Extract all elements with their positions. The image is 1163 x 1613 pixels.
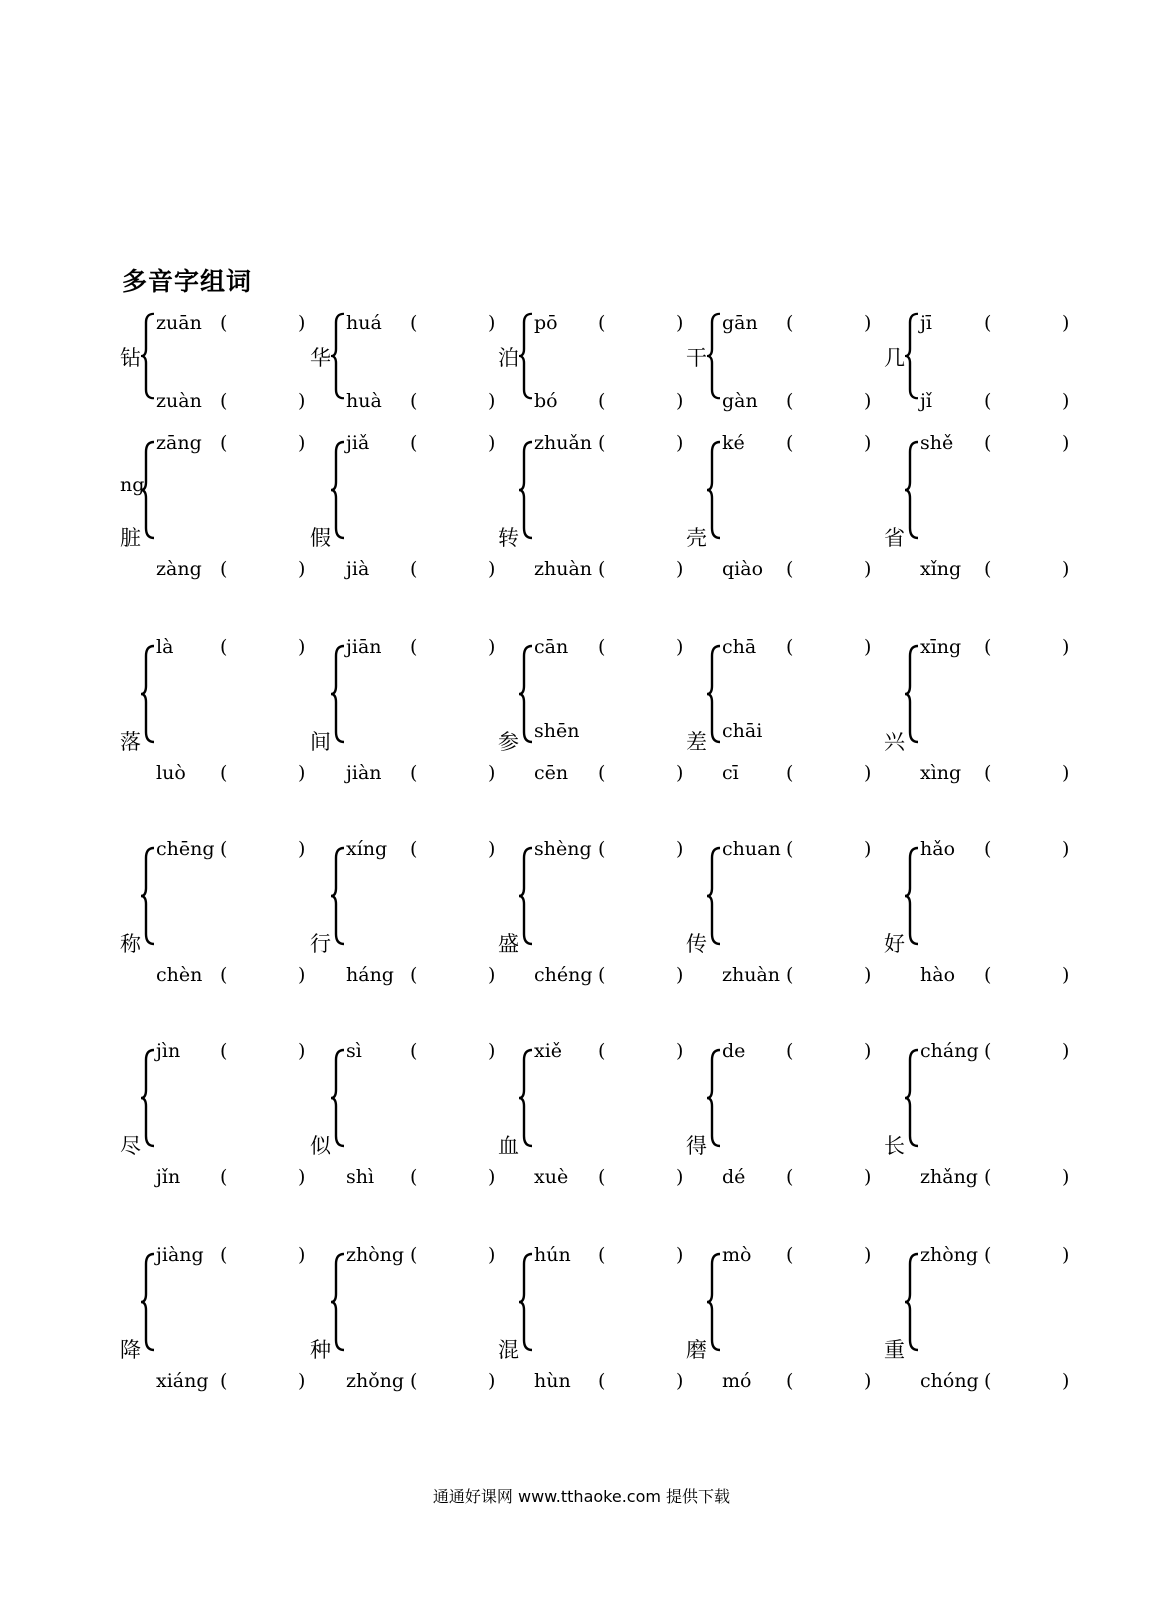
answer-blank-close: ) — [488, 1166, 496, 1188]
answer-blank-open: ( — [598, 390, 606, 412]
answer-blank-open: ( — [598, 1040, 606, 1062]
brace-icon — [518, 440, 534, 540]
hanzi-char: 华 — [310, 346, 331, 370]
pinyin-reading-1: zhuǎn — [534, 432, 593, 454]
pinyin-reading-1: sì — [346, 1040, 362, 1062]
brace-icon — [518, 1048, 534, 1148]
hanzi-char: 似 — [310, 1134, 331, 1158]
polyphone-entry — [686, 1244, 876, 1449]
hanzi-char: 好 — [884, 932, 905, 956]
brace-icon — [706, 440, 722, 540]
pinyin-reading-1: là — [156, 636, 174, 658]
answer-blank-open: ( — [598, 762, 606, 784]
pinyin-reading-2: shì — [346, 1166, 375, 1188]
pinyin-reading-2: jià — [346, 558, 370, 580]
answer-blank-close: ) — [488, 1040, 496, 1062]
hanzi-char: 降 — [120, 1338, 141, 1362]
polyphone-entry — [310, 838, 500, 1043]
polyphone-entry — [120, 636, 310, 841]
pinyin-reading-1: hǎo — [920, 838, 956, 860]
answer-blank-open: ( — [598, 964, 606, 986]
pinyin-reading-mid: shēn — [534, 720, 580, 742]
pinyin-reading-2: jǐ — [920, 390, 932, 412]
brace-icon — [904, 1048, 920, 1148]
hanzi-char: 参 — [498, 730, 519, 754]
pinyin-reading-2: zhuàn — [722, 964, 781, 986]
answer-blank-open: ( — [984, 558, 992, 580]
answer-blank-open: ( — [410, 1166, 418, 1188]
brace-icon — [706, 312, 722, 400]
answer-blank-close: ) — [298, 1244, 306, 1266]
polyphone-entry — [884, 432, 1074, 637]
polyphone-entry — [884, 838, 1074, 1043]
pinyin-reading-mid: chāi — [722, 720, 763, 742]
pinyin-reading-2: zuàn — [156, 390, 202, 412]
answer-blank-close: ) — [676, 558, 684, 580]
answer-blank-close: ) — [864, 1166, 872, 1188]
brace-icon — [706, 846, 722, 946]
answer-blank-open: ( — [410, 964, 418, 986]
answer-blank-open: ( — [786, 1370, 794, 1392]
answer-blank-close: ) — [298, 1166, 306, 1188]
answer-blank-open: ( — [984, 636, 992, 658]
hanzi-char: 假 — [310, 526, 331, 550]
answer-blank-close: ) — [488, 390, 496, 412]
brace-icon — [904, 312, 920, 400]
pinyin-fragment: ng — [120, 474, 145, 496]
hanzi-char: 省 — [884, 526, 905, 550]
answer-blank-open: ( — [984, 1166, 992, 1188]
brace-icon — [904, 846, 920, 946]
pinyin-reading-2: jǐn — [156, 1166, 181, 1188]
pinyin-reading-1: chēng — [156, 838, 215, 860]
answer-blank-open: ( — [786, 558, 794, 580]
answer-blank-open: ( — [786, 964, 794, 986]
answer-blank-close: ) — [1062, 1040, 1070, 1062]
pinyin-reading-2: chéng — [534, 964, 593, 986]
pinyin-reading-2: chèn — [156, 964, 203, 986]
answer-blank-open: ( — [984, 1040, 992, 1062]
polyphone-entry — [686, 1040, 876, 1245]
polyphone-entry — [310, 1040, 500, 1245]
answer-blank-close: ) — [1062, 558, 1070, 580]
brace-icon — [518, 1252, 534, 1352]
answer-blank-open: ( — [598, 1244, 606, 1266]
pinyin-reading-2: chóng — [920, 1370, 979, 1392]
answer-blank-open: ( — [984, 1370, 992, 1392]
hanzi-char: 盛 — [498, 932, 519, 956]
answer-blank-close: ) — [1062, 964, 1070, 986]
pinyin-reading-2: gàn — [722, 390, 758, 412]
hanzi-char: 得 — [686, 1134, 707, 1158]
pinyin-reading-1: pō — [534, 312, 558, 334]
answer-blank-close: ) — [676, 964, 684, 986]
answer-blank-open: ( — [786, 1166, 794, 1188]
hanzi-char: 壳 — [686, 526, 707, 550]
brace-icon — [706, 1048, 722, 1148]
hanzi-char: 钻 — [120, 346, 141, 370]
answer-blank-open: ( — [410, 1370, 418, 1392]
answer-blank-open: ( — [598, 432, 606, 454]
answer-blank-close: ) — [488, 1370, 496, 1392]
answer-blank-open: ( — [786, 1040, 794, 1062]
pinyin-reading-2: hùn — [534, 1370, 571, 1392]
answer-blank-open: ( — [598, 1166, 606, 1188]
brace-icon — [518, 312, 534, 400]
polyphone-entry — [310, 636, 500, 841]
pinyin-reading-1: cháng — [920, 1040, 979, 1062]
answer-blank-close: ) — [298, 432, 306, 454]
answer-blank-close: ) — [1062, 636, 1070, 658]
answer-blank-open: ( — [984, 964, 992, 986]
hanzi-char: 泊 — [498, 346, 519, 370]
pinyin-reading-1: cān — [534, 636, 569, 658]
polyphone-entry — [310, 432, 500, 637]
pinyin-reading-2: qiào — [722, 558, 764, 580]
pinyin-reading-1: mò — [722, 1244, 752, 1266]
pinyin-reading-1: xíng — [346, 838, 388, 860]
pinyin-reading-1: ké — [722, 432, 745, 454]
answer-blank-close: ) — [864, 390, 872, 412]
answer-blank-close: ) — [488, 964, 496, 986]
answer-blank-open: ( — [220, 390, 228, 412]
brace-icon — [518, 644, 534, 744]
answer-blank-open: ( — [786, 390, 794, 412]
pinyin-reading-1: zuān — [156, 312, 202, 334]
pinyin-reading-2: hào — [920, 964, 956, 986]
answer-blank-close: ) — [488, 838, 496, 860]
hanzi-char: 混 — [498, 1338, 519, 1362]
answer-blank-close: ) — [864, 1244, 872, 1266]
answer-blank-open: ( — [984, 390, 992, 412]
pinyin-reading-1: huá — [346, 312, 382, 334]
answer-blank-open: ( — [220, 1244, 228, 1266]
brace-icon — [140, 846, 156, 946]
pinyin-reading-2: cēn — [534, 762, 569, 784]
answer-blank-open: ( — [598, 312, 606, 334]
polyphone-entry — [120, 1244, 310, 1449]
brace-icon — [330, 440, 346, 540]
answer-blank-open: ( — [220, 1370, 228, 1392]
hanzi-char: 干 — [686, 346, 707, 370]
hanzi-char: 落 — [120, 730, 141, 754]
pinyin-reading-1: jiān — [346, 636, 382, 658]
answer-blank-close: ) — [298, 1040, 306, 1062]
answer-blank-close: ) — [1062, 838, 1070, 860]
pinyin-reading-1: chā — [722, 636, 757, 658]
answer-blank-close: ) — [298, 964, 306, 986]
hanzi-char: 间 — [310, 730, 331, 754]
answer-blank-close: ) — [488, 1244, 496, 1266]
pinyin-reading-2: xìng — [920, 762, 962, 784]
answer-blank-close: ) — [298, 312, 306, 334]
brace-icon — [330, 1048, 346, 1148]
polyphone-entry — [884, 636, 1074, 841]
answer-blank-close: ) — [864, 838, 872, 860]
polyphone-entry — [686, 636, 876, 841]
answer-blank-close: ) — [864, 762, 872, 784]
brace-icon — [140, 1048, 156, 1148]
answer-blank-close: ) — [1062, 1370, 1070, 1392]
answer-blank-open: ( — [786, 636, 794, 658]
answer-blank-open: ( — [410, 432, 418, 454]
pinyin-reading-1: de — [722, 1040, 746, 1062]
answer-blank-close: ) — [864, 558, 872, 580]
answer-blank-open: ( — [410, 1040, 418, 1062]
polyphone-entry — [120, 1040, 310, 1245]
brace-icon — [904, 1252, 920, 1352]
brace-icon — [518, 846, 534, 946]
brace-icon — [330, 846, 346, 946]
pinyin-reading-2: xiáng — [156, 1370, 209, 1392]
hanzi-char: 脏 — [120, 526, 141, 550]
pinyin-reading-2: jiàn — [346, 762, 382, 784]
pinyin-reading-1: xīng — [920, 636, 962, 658]
polyphone-entry — [498, 636, 688, 841]
polyphone-entry — [884, 1040, 1074, 1245]
hanzi-char: 磨 — [686, 1338, 707, 1362]
answer-blank-open: ( — [410, 1244, 418, 1266]
answer-blank-close: ) — [676, 838, 684, 860]
answer-blank-open: ( — [410, 838, 418, 860]
answer-blank-close: ) — [864, 432, 872, 454]
hanzi-char: 重 — [884, 1338, 905, 1362]
answer-blank-open: ( — [220, 1040, 228, 1062]
polyphone-entry — [498, 838, 688, 1043]
polyphone-entry — [498, 1040, 688, 1245]
pinyin-reading-1: chuan — [722, 838, 781, 860]
answer-blank-open: ( — [598, 1370, 606, 1392]
hanzi-char: 差 — [686, 730, 707, 754]
answer-blank-close: ) — [676, 1040, 684, 1062]
answer-blank-open: ( — [220, 838, 228, 860]
answer-blank-close: ) — [488, 432, 496, 454]
answer-blank-close: ) — [1062, 1166, 1070, 1188]
brace-icon — [140, 1252, 156, 1352]
answer-blank-close: ) — [676, 1244, 684, 1266]
polyphone-entry — [884, 1244, 1074, 1449]
pinyin-reading-1: shě — [920, 432, 954, 454]
answer-blank-close: ) — [298, 762, 306, 784]
hanzi-char: 尽 — [120, 1134, 141, 1158]
answer-blank-open: ( — [984, 312, 992, 334]
hanzi-char: 几 — [884, 346, 905, 370]
answer-blank-open: ( — [410, 762, 418, 784]
answer-blank-close: ) — [864, 1370, 872, 1392]
hanzi-char: 转 — [498, 526, 519, 550]
pinyin-reading-2: dé — [722, 1166, 746, 1188]
footer-text: 通通好课网 www.tthaoke.com 提供下载 — [432, 1487, 731, 1506]
answer-blank-open: ( — [598, 636, 606, 658]
pinyin-reading-2: zhuàn — [534, 558, 593, 580]
hanzi-char: 长 — [884, 1134, 905, 1158]
pinyin-reading-1: zāng — [156, 432, 202, 454]
pinyin-reading-1: hún — [534, 1244, 571, 1266]
hanzi-char: 兴 — [884, 730, 905, 754]
answer-blank-open: ( — [220, 1166, 228, 1188]
brace-icon — [706, 1252, 722, 1352]
answer-blank-open: ( — [410, 390, 418, 412]
answer-blank-close: ) — [298, 390, 306, 412]
answer-blank-open: ( — [410, 636, 418, 658]
brace-icon — [904, 440, 920, 540]
answer-blank-open: ( — [220, 432, 228, 454]
brace-icon — [904, 644, 920, 744]
answer-blank-close: ) — [676, 390, 684, 412]
pinyin-reading-2: mó — [722, 1370, 752, 1392]
pinyin-reading-2: zàng — [156, 558, 202, 580]
answer-blank-open: ( — [984, 762, 992, 784]
hanzi-char: 行 — [310, 932, 331, 956]
brace-icon — [140, 644, 156, 744]
answer-blank-close: ) — [1062, 762, 1070, 784]
pinyin-reading-1: jiǎ — [346, 432, 370, 454]
pinyin-reading-2: cī — [722, 762, 739, 784]
pinyin-reading-2: háng — [346, 964, 394, 986]
answer-blank-close: ) — [864, 1040, 872, 1062]
pinyin-reading-2: huà — [346, 390, 382, 412]
answer-blank-open: ( — [410, 312, 418, 334]
answer-blank-open: ( — [220, 312, 228, 334]
pinyin-reading-1: zhòng — [920, 1244, 979, 1266]
answer-blank-open: ( — [984, 1244, 992, 1266]
answer-blank-close: ) — [864, 312, 872, 334]
answer-blank-close: ) — [298, 1370, 306, 1392]
pinyin-reading-2: zhǎng — [920, 1166, 978, 1188]
answer-blank-open: ( — [786, 432, 794, 454]
answer-blank-close: ) — [1062, 1244, 1070, 1266]
pinyin-reading-2: bó — [534, 390, 558, 412]
answer-blank-close: ) — [676, 1166, 684, 1188]
answer-blank-close: ) — [676, 636, 684, 658]
polyphone-entry — [686, 838, 876, 1043]
brace-icon — [706, 644, 722, 744]
brace-icon — [140, 312, 156, 400]
answer-blank-close: ) — [488, 558, 496, 580]
pinyin-reading-1: jī — [920, 312, 932, 334]
pinyin-reading-2: zhǒng — [346, 1370, 405, 1392]
polyphone-entry — [686, 432, 876, 637]
answer-blank-close: ) — [676, 762, 684, 784]
polyphone-entry — [498, 432, 688, 637]
answer-blank-open: ( — [786, 762, 794, 784]
answer-blank-close: ) — [488, 762, 496, 784]
answer-blank-close: ) — [298, 838, 306, 860]
answer-blank-open: ( — [220, 762, 228, 784]
answer-blank-open: ( — [410, 558, 418, 580]
answer-blank-open: ( — [786, 312, 794, 334]
answer-blank-open: ( — [598, 558, 606, 580]
answer-blank-close: ) — [864, 964, 872, 986]
polyphone-entry — [310, 1244, 500, 1449]
pinyin-reading-1: zhòng — [346, 1244, 405, 1266]
hanzi-char: 传 — [686, 932, 707, 956]
brace-icon — [330, 644, 346, 744]
answer-blank-close: ) — [676, 312, 684, 334]
pinyin-reading-1: jiàng — [156, 1244, 204, 1266]
polyphone-entry — [498, 1244, 688, 1449]
pinyin-reading-1: gān — [722, 312, 758, 334]
answer-blank-open: ( — [220, 636, 228, 658]
hanzi-char: 称 — [120, 932, 141, 956]
answer-blank-close: ) — [488, 636, 496, 658]
answer-blank-open: ( — [598, 838, 606, 860]
answer-blank-close: ) — [676, 432, 684, 454]
page-title: 多音字组词 — [122, 267, 253, 296]
hanzi-char: 血 — [498, 1134, 519, 1158]
pinyin-reading-2: xuè — [534, 1166, 569, 1188]
answer-blank-open: ( — [220, 558, 228, 580]
answer-blank-open: ( — [786, 1244, 794, 1266]
brace-icon — [330, 312, 346, 400]
pinyin-reading-2: xǐng — [920, 558, 962, 580]
polyphone-entry — [120, 838, 310, 1043]
answer-blank-close: ) — [676, 1370, 684, 1392]
answer-blank-close: ) — [298, 558, 306, 580]
pinyin-reading-1: jìn — [156, 1040, 181, 1062]
answer-blank-close: ) — [298, 636, 306, 658]
answer-blank-close: ) — [488, 312, 496, 334]
answer-blank-close: ) — [1062, 432, 1070, 454]
polyphone-entry — [120, 432, 310, 637]
answer-blank-open: ( — [984, 838, 992, 860]
answer-blank-close: ) — [1062, 312, 1070, 334]
pinyin-reading-1: shèng — [534, 838, 592, 860]
hanzi-char: 种 — [310, 1338, 331, 1362]
pinyin-reading-2: luò — [156, 762, 186, 784]
pinyin-reading-1: xiě — [534, 1040, 563, 1062]
answer-blank-close: ) — [1062, 390, 1070, 412]
answer-blank-open: ( — [220, 964, 228, 986]
brace-icon — [330, 1252, 346, 1352]
answer-blank-open: ( — [786, 838, 794, 860]
answer-blank-open: ( — [984, 432, 992, 454]
answer-blank-close: ) — [864, 636, 872, 658]
